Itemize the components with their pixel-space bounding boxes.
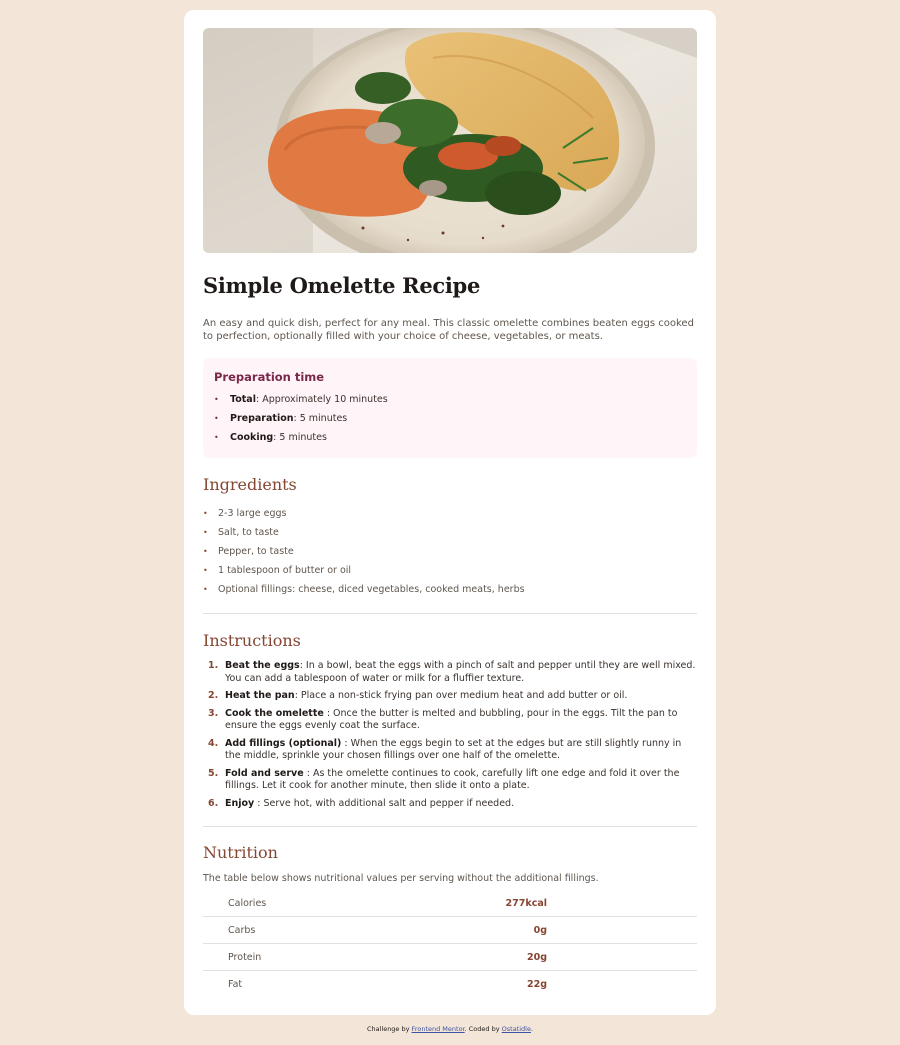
prep-item-total	[214, 390, 686, 409]
instruction-step	[203, 738, 697, 763]
instructions-section	[203, 631, 697, 810]
step-title: Heat the pan	[225, 690, 295, 701]
list-item: • Optional fillings: cheese, diced vegetables, cooked meats, herbs	[203, 580, 697, 599]
divider	[203, 613, 697, 614]
prep-label: Total	[230, 394, 256, 405]
list-item: • Salt, to taste	[203, 523, 697, 542]
instructions-list	[203, 660, 697, 810]
step-title: Fold and serve	[225, 767, 304, 779]
author-link[interactable]: Ostatidle	[501, 1025, 531, 1033]
step-number: 2.	[208, 690, 219, 701]
page-title: Simple Omelette Recipe	[203, 273, 481, 298]
nutrition-value: 20g	[526, 951, 547, 963]
recipe-card	[184, 10, 716, 1015]
instruction-step	[203, 708, 697, 733]
step-number: 1.	[208, 660, 219, 671]
step-title: Cook the omelette	[225, 707, 324, 719]
step-text: : When the eggs begin to set at the edges but are still slightly runny in the middle, sprinkle your chosen fillings over one half of the omelette.	[225, 737, 682, 761]
step-number: 6.	[208, 797, 219, 809]
step-text: : Serve hot, with additional salt and pepper if needed.	[254, 797, 515, 809]
divider	[203, 826, 697, 827]
step-text: : As the omelette continues to cook, carefully lift one edge and fold it over the fillings. Let it cook for another minute, then slide it onto a plate.	[225, 767, 680, 791]
table-row	[203, 917, 697, 944]
footer-text: . Coded by	[464, 1025, 502, 1033]
table-row	[203, 944, 697, 971]
instructions-heading: Instructions	[203, 631, 301, 650]
nutrition-label: Protein	[228, 951, 262, 963]
ingredients-section	[203, 475, 697, 599]
step-title: Enjoy	[225, 797, 255, 809]
instruction-step	[203, 798, 697, 811]
nutrition-value: 277kcal	[505, 897, 547, 909]
nutrition-label: Carbs	[228, 924, 256, 936]
prep-value: : Approximately 10 minutes	[255, 394, 388, 405]
recipe-intro: An easy and quick dish, perfect for any meal. This classic omelette combines beaten eggs cooked to perfection, optionally filled with your choice of cheese, vegetables, or meats.	[203, 318, 694, 342]
step-number: 3.	[208, 707, 219, 719]
nutrition-section	[203, 843, 697, 998]
prep-value: : 5 minutes	[293, 413, 348, 424]
nutrition-label: Calories	[228, 897, 267, 909]
prep-value: : 5 minutes	[273, 432, 327, 443]
nutrition-heading: Nutrition	[203, 843, 278, 862]
footer-text: .	[530, 1025, 534, 1033]
step-text: : Once the butter is melted and bubbling, pour in the eggs. Tilt the pan to ensure the eggs evenly coat the surface.	[225, 707, 678, 731]
nutrition-intro: The table below shows nutritional values per serving without the additional fillings.	[203, 873, 599, 884]
step-text: : Place a non-stick frying pan over medium heat and add butter or oil.	[294, 690, 628, 701]
attribution-footer	[0, 1025, 900, 1033]
table-row	[203, 890, 697, 917]
table-row	[203, 971, 697, 998]
instruction-step	[203, 768, 697, 793]
step-title: Beat the eggs	[225, 660, 300, 671]
list-item: • Pepper, to taste	[203, 542, 697, 561]
list-item: • 1 tablespoon of butter or oil	[203, 561, 697, 580]
step-number: 4.	[208, 737, 219, 749]
nutrition-value: 0g	[533, 924, 547, 936]
prep-item-preparation	[214, 409, 686, 428]
prep-item-cooking	[214, 428, 686, 447]
ingredients-heading: Ingredients	[203, 475, 297, 494]
nutrition-label: Fat	[228, 979, 243, 990]
instruction-step	[203, 660, 697, 685]
instruction-step	[203, 690, 697, 703]
prep-label: Cooking	[230, 432, 274, 443]
step-number: 5.	[208, 767, 219, 779]
prep-label: Preparation	[230, 413, 294, 424]
nutrition-table	[203, 890, 697, 998]
frontend-mentor-link[interactable]: Frontend Mentor	[411, 1025, 465, 1033]
nutrition-value: 22g	[526, 979, 547, 990]
list-item: • 2-3 large eggs	[203, 504, 697, 523]
step-text: : In a bowl, beat the eggs with a pinch of salt and pepper until they are well mixed. You can add a tablespoon of water or milk for a fluffier texture.	[225, 660, 696, 684]
footer-text: Challenge by	[366, 1025, 412, 1033]
step-title: Add fillings (optional)	[225, 737, 342, 749]
ingredients-list	[203, 504, 697, 599]
preparation-time-box	[203, 358, 697, 458]
prep-list	[214, 390, 686, 447]
prep-heading: Preparation time	[214, 370, 325, 384]
omelette-image	[203, 28, 697, 253]
